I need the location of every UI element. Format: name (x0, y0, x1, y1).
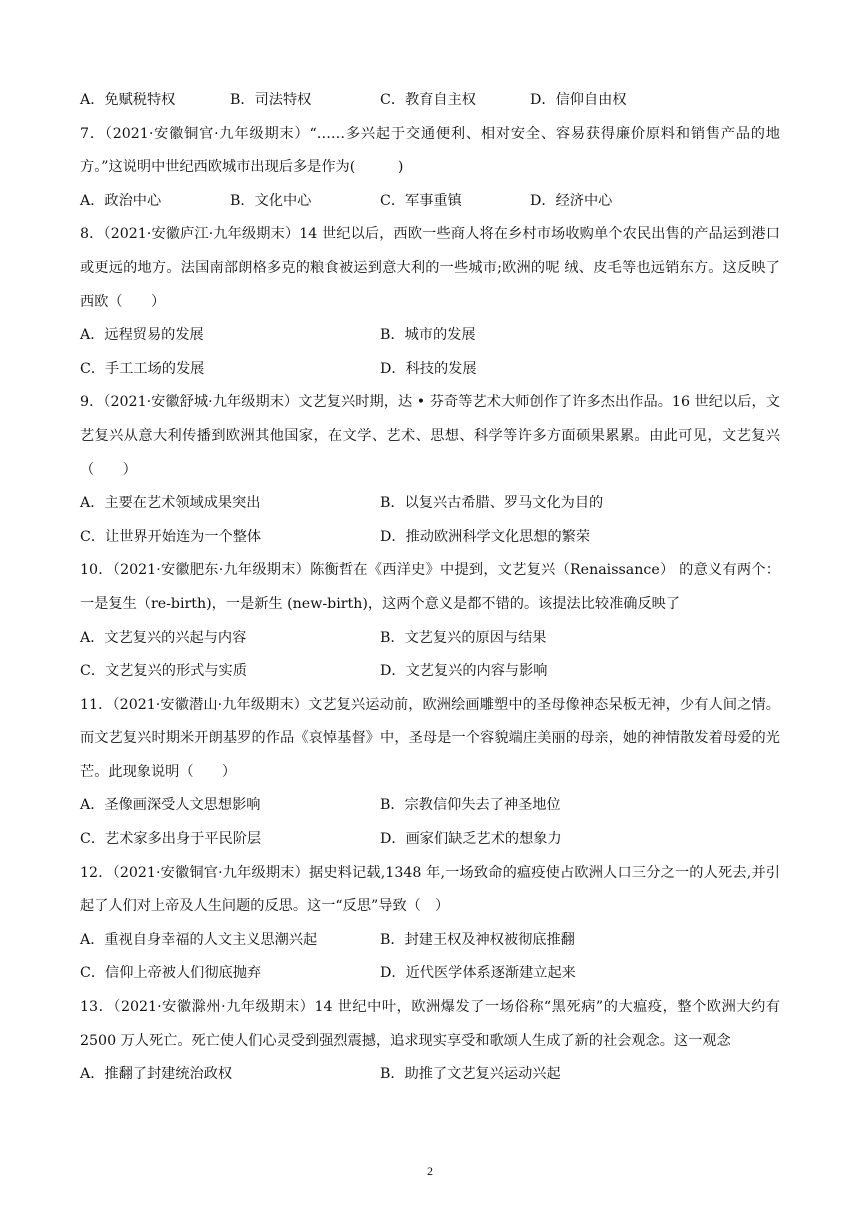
option: B．封建王权及神权被彻底推翻 (380, 931, 575, 948)
page-number: 2 (427, 1164, 433, 1178)
option: B．文化中心 (230, 192, 312, 209)
q11-options-row1 (80, 789, 780, 823)
q13-options-row1 (80, 1058, 780, 1092)
q10-options-row1 (80, 622, 780, 656)
q8-options-row1 (80, 319, 780, 353)
option: D．画家们缺乏艺术的想象力 (380, 831, 562, 848)
option: D．信仰自由权 (530, 92, 627, 108)
question-7-text: 7．（2021·安徽铜官·九年级期末）“……多兴起于交通便利、相对安全、容易获得廉价原料和销售产品的地方。”这说明中世纪西欧城市出现后多是作为( ) (80, 125, 780, 176)
option: C．军事重镇 (380, 192, 462, 209)
q9-options-row1 (80, 487, 780, 521)
option: A．主要在艺术领域成果突出 (80, 495, 261, 512)
option: C．文艺复兴的形式与实质 (80, 663, 247, 680)
option: C．教育自主权 (380, 92, 476, 108)
question-10-text: 10．（2021·安徽肥东·九年级期末）陈衡哲在《西洋史》中提到，文艺复兴（Renaissance） 的意义有两个：一是复生（re-birth)，一是新生 (new-birth)，这两个意义是都不错的。该提法比较准确反映了 (80, 562, 780, 612)
question-list (80, 84, 780, 1092)
option: A．重视自身幸福的人文主义思潮兴起 (80, 931, 318, 948)
question-8-text: 8．（2021·安徽庐江·九年级期末）14 世纪以后，西欧一些商人将在乡村市场收购单个农民出售的产品运到港口或更远的地方。法国南部朗格多克的粮食被运到意大利的一些城市;欧洲的呢 绒、皮毛等也远销东方。这反映了西欧（ ） (80, 226, 780, 310)
option: B．助推了文艺复兴运动兴起 (380, 1066, 561, 1083)
question-11-text: 11．（2021·安徽潜山·九年级期末）文艺复兴运动前，欧洲绘画雕塑中的圣母像神态呆板无神，少有人间之情。而文艺复兴时期米开朗基罗的作品《哀悼基督》中，圣母是一个容貌端庄美丽的母亲，她的神情散发着母爱的光芒。此现象说明（ ） (80, 696, 780, 780)
option: C．艺术家多出身于平民阶层 (80, 831, 262, 848)
option: D．推动欧洲科学文化思想的繁荣 (380, 528, 591, 545)
option: A．免赋税特权 (80, 92, 176, 108)
option: A．政治中心 (80, 192, 162, 209)
q12-options-row1 (80, 924, 780, 958)
q8-options-row2 (80, 353, 780, 387)
option: D．科技的发展 (380, 360, 477, 377)
q9-options-row2 (80, 521, 780, 555)
q7-options (80, 185, 780, 219)
q10-options-row2 (80, 655, 780, 689)
option: D．文艺复兴的内容与影响 (380, 663, 548, 680)
option: A．推翻了封建统治政权 (80, 1066, 233, 1083)
option: D．近代医学体系逐渐建立起来 (380, 965, 576, 982)
option: B．以复兴古希腊、罗马文化为目的 (380, 495, 604, 512)
option: B．文艺复兴的原因与结果 (380, 629, 547, 646)
option: C．让世界开始连为一个整体 (80, 528, 262, 545)
option: B．司法特权 (230, 92, 312, 108)
question-9-text: 9．（2021·安徽舒城·九年级期末）文艺复兴时期，达 • 芬奇等艺术大师创作了许多杰出作品。16 世纪以后，文艺复兴从意大利传播到欧洲其他国家，在文学、艺术、思想、科学等许多方面硕果累累。由此可见，文艺复兴（ ） (80, 394, 780, 478)
q6-options (80, 84, 780, 118)
option: C．信仰上帝被人们彻底抛弃 (80, 965, 262, 982)
option: D．经济中心 (530, 192, 613, 209)
option: A．圣像画深受人文思想影响 (80, 797, 261, 814)
question-13-text: 13．（2021·安徽滁州·九年级期末）14 世纪中叶，欧洲爆发了一场俗称“黑死病”的大瘟疫，整个欧洲大约有 2500 万人死亡。死亡使人们心灵受到强烈震撼，追求现实享受和歌颂人生成了新的社会观念。这一观念 (80, 999, 780, 1049)
option: B．宗教信仰失去了神圣地位 (380, 797, 561, 814)
option: C．手工工场的发展 (80, 360, 205, 377)
question-12-text: 12．（2021·安徽铜官·九年级期末）据史料记载,1348 年,一场致命的瘟疫使占欧洲人口三分之一的人死去,并引起了人们对上帝及人生问题的反思。这一“反思”导致（ ） (80, 864, 780, 915)
q11-options-row2 (80, 823, 780, 857)
option: A．文艺复兴的兴起与内容 (80, 629, 247, 646)
q12-options-row2 (80, 957, 780, 991)
option: A．远程贸易的发展 (80, 327, 204, 344)
option: B．城市的发展 (380, 327, 476, 344)
